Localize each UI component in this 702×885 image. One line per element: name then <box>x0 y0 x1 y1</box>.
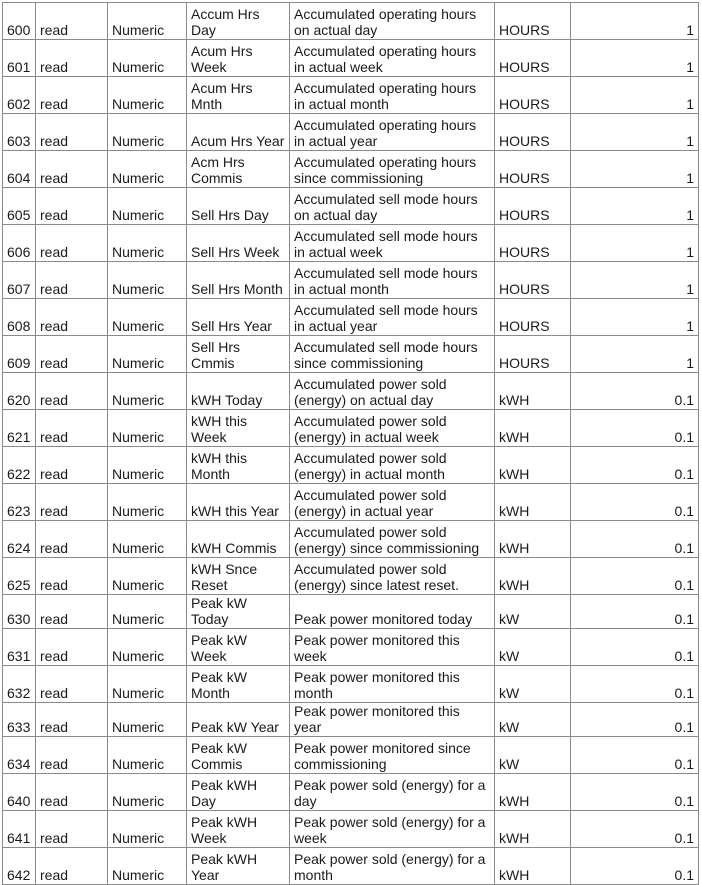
register-unit: HOURS <box>495 40 571 77</box>
register-type: Numeric <box>108 373 187 410</box>
register-description: Peak power monitored this week <box>290 629 495 666</box>
register-address: 632 <box>3 666 36 703</box>
table-row <box>3 262 699 299</box>
register-access: read <box>36 703 108 737</box>
register-unit: HOURS <box>495 3 571 40</box>
table-row <box>3 114 699 151</box>
register-access: read <box>36 373 108 410</box>
register-name: kWH this Week <box>187 410 290 447</box>
register-scale: 0.1 <box>571 373 699 410</box>
register-access: read <box>36 629 108 666</box>
register-scale: 1 <box>571 40 699 77</box>
table-row <box>3 188 699 225</box>
register-scale: 1 <box>571 262 699 299</box>
register-scale: 1 <box>571 3 699 40</box>
register-name: kWH this Month <box>187 447 290 484</box>
register-name: Peak kW Today <box>187 595 290 629</box>
register-description: Accumulated power sold (energy) on actual day <box>290 373 495 410</box>
table-row <box>3 484 699 521</box>
register-type: Numeric <box>108 40 187 77</box>
table-row <box>3 629 699 666</box>
register-unit: kWH <box>495 558 571 595</box>
register-address: 600 <box>3 3 36 40</box>
register-type: Numeric <box>108 558 187 595</box>
register-description: Accumulated sell mode hours since commissioning <box>290 336 495 373</box>
register-type: Numeric <box>108 666 187 703</box>
register-address: 601 <box>3 40 36 77</box>
register-name: Sell Hrs Cmmis <box>187 336 290 373</box>
register-name: kWH Today <box>187 373 290 410</box>
register-unit: HOURS <box>495 225 571 262</box>
table-row <box>3 774 699 811</box>
register-description: Accumulated sell mode hours on actual day <box>290 188 495 225</box>
register-description: Accumulated operating hours in actual week <box>290 40 495 77</box>
register-description: Accumulated operating hours on actual day <box>290 3 495 40</box>
register-scale: 0.1 <box>571 848 699 885</box>
register-access: read <box>36 77 108 114</box>
register-description: Peak power monitored today <box>290 595 495 629</box>
register-type: Numeric <box>108 151 187 188</box>
register-name: Sell Hrs Month <box>187 262 290 299</box>
register-type: Numeric <box>108 336 187 373</box>
register-name: Accum Hrs Day <box>187 3 290 40</box>
register-type: Numeric <box>108 299 187 336</box>
register-name: kWH Snce Reset <box>187 558 290 595</box>
register-access: read <box>36 811 108 848</box>
register-address: 642 <box>3 848 36 885</box>
register-scale: 0.1 <box>571 447 699 484</box>
table-row <box>3 410 699 447</box>
register-description: Accumulated sell mode hours in actual year <box>290 299 495 336</box>
register-type: Numeric <box>108 737 187 774</box>
register-address: 633 <box>3 703 36 737</box>
register-access: read <box>36 484 108 521</box>
register-address: 603 <box>3 114 36 151</box>
register-scale: 0.1 <box>571 774 699 811</box>
register-unit: HOURS <box>495 77 571 114</box>
register-unit: kW <box>495 595 571 629</box>
register-description: Accumulated power sold (energy) in actual month <box>290 447 495 484</box>
register-type: Numeric <box>108 774 187 811</box>
register-scale: 1 <box>571 77 699 114</box>
register-name: Peak kW Year <box>187 703 290 737</box>
register-unit: kW <box>495 629 571 666</box>
register-scale: 0.1 <box>571 703 699 737</box>
table-row <box>3 666 699 703</box>
register-access: read <box>36 299 108 336</box>
register-scale: 0.1 <box>571 629 699 666</box>
register-description: Peak power monitored this year <box>290 703 495 737</box>
register-address: 641 <box>3 811 36 848</box>
register-unit: kWH <box>495 447 571 484</box>
register-name: Acum Hrs Week <box>187 40 290 77</box>
register-unit: kWH <box>495 811 571 848</box>
register-access: read <box>36 188 108 225</box>
register-description: Accumulated power sold (energy) in actual year <box>290 484 495 521</box>
register-access: read <box>36 40 108 77</box>
table-row <box>3 703 699 737</box>
register-scale: 1 <box>571 151 699 188</box>
register-description: Peak power sold (energy) for a week <box>290 811 495 848</box>
register-access: read <box>36 595 108 629</box>
register-address: 605 <box>3 188 36 225</box>
register-scale: 0.1 <box>571 595 699 629</box>
table-row <box>3 299 699 336</box>
register-description: Accumulated power sold (energy) in actual week <box>290 410 495 447</box>
register-access: read <box>36 336 108 373</box>
register-type: Numeric <box>108 188 187 225</box>
table-row <box>3 558 699 595</box>
register-scale: 0.1 <box>571 410 699 447</box>
register-description: Accumulated operating hours in actual month <box>290 77 495 114</box>
register-unit: kW <box>495 703 571 737</box>
register-name: Sell Hrs Week <box>187 225 290 262</box>
register-scale: 1 <box>571 225 699 262</box>
register-type: Numeric <box>108 262 187 299</box>
register-name: Acm Hrs Commis <box>187 151 290 188</box>
register-access: read <box>36 114 108 151</box>
register-scale: 1 <box>571 114 699 151</box>
register-scale: 0.1 <box>571 558 699 595</box>
register-access: read <box>36 151 108 188</box>
register-address: 630 <box>3 595 36 629</box>
register-unit: kWH <box>495 373 571 410</box>
register-address: 623 <box>3 484 36 521</box>
table-row <box>3 595 699 629</box>
register-unit: kW <box>495 666 571 703</box>
table-row <box>3 77 699 114</box>
register-description: Accumulated sell mode hours in actual week <box>290 225 495 262</box>
register-access: read <box>36 848 108 885</box>
register-description: Accumulated operating hours since commissioning <box>290 151 495 188</box>
register-scale: 0.1 <box>571 521 699 558</box>
register-address: 631 <box>3 629 36 666</box>
register-description: Peak power sold (energy) for a day <box>290 774 495 811</box>
register-type: Numeric <box>108 447 187 484</box>
register-description: Peak power sold (energy) for a month <box>290 848 495 885</box>
register-type: Numeric <box>108 629 187 666</box>
register-unit: kWH <box>495 774 571 811</box>
table-row <box>3 336 699 373</box>
register-name: kWH Commis <box>187 521 290 558</box>
register-name: Sell Hrs Year <box>187 299 290 336</box>
table-row <box>3 3 699 40</box>
register-unit: HOURS <box>495 151 571 188</box>
register-type: Numeric <box>108 114 187 151</box>
register-address: 624 <box>3 521 36 558</box>
table-row <box>3 737 699 774</box>
register-type: Numeric <box>108 811 187 848</box>
register-access: read <box>36 225 108 262</box>
register-name: Peak kWH Day <box>187 774 290 811</box>
register-name: Acum Hrs Mnth <box>187 77 290 114</box>
register-unit: kWH <box>495 410 571 447</box>
register-address: 640 <box>3 774 36 811</box>
register-address: 620 <box>3 373 36 410</box>
register-unit: HOURS <box>495 336 571 373</box>
table-row <box>3 521 699 558</box>
register-name: kWH this Year <box>187 484 290 521</box>
register-type: Numeric <box>108 484 187 521</box>
register-unit: kWH <box>495 484 571 521</box>
register-scale: 1 <box>571 336 699 373</box>
register-table-body <box>3 3 699 885</box>
register-access: read <box>36 410 108 447</box>
register-name: Peak kWH Week <box>187 811 290 848</box>
table-row <box>3 447 699 484</box>
table-row <box>3 225 699 262</box>
register-type: Numeric <box>108 595 187 629</box>
register-address: 634 <box>3 737 36 774</box>
register-unit: HOURS <box>495 188 571 225</box>
table-row <box>3 40 699 77</box>
register-unit: HOURS <box>495 299 571 336</box>
register-description: Peak power monitored this month <box>290 666 495 703</box>
register-access: read <box>36 262 108 299</box>
register-unit: kWH <box>495 848 571 885</box>
register-type: Numeric <box>108 225 187 262</box>
register-name: Peak kWH Year <box>187 848 290 885</box>
register-address: 602 <box>3 77 36 114</box>
register-scale: 0.1 <box>571 666 699 703</box>
table-row <box>3 848 699 885</box>
register-address: 622 <box>3 447 36 484</box>
register-scale: 0.1 <box>571 737 699 774</box>
register-address: 621 <box>3 410 36 447</box>
register-address: 609 <box>3 336 36 373</box>
register-type: Numeric <box>108 521 187 558</box>
register-type: Numeric <box>108 3 187 40</box>
register-type: Numeric <box>108 410 187 447</box>
register-address: 607 <box>3 262 36 299</box>
register-address: 608 <box>3 299 36 336</box>
register-type: Numeric <box>108 703 187 737</box>
register-scale: 1 <box>571 299 699 336</box>
table-row <box>3 151 699 188</box>
register-description: Accumulated power sold (energy) since commissioning <box>290 521 495 558</box>
register-name: Peak kW Commis <box>187 737 290 774</box>
register-unit: HOURS <box>495 114 571 151</box>
register-access: read <box>36 447 108 484</box>
register-scale: 0.1 <box>571 811 699 848</box>
register-unit: HOURS <box>495 262 571 299</box>
register-name: Sell Hrs Day <box>187 188 290 225</box>
table-row <box>3 373 699 410</box>
register-access: read <box>36 521 108 558</box>
register-type: Numeric <box>108 848 187 885</box>
register-access: read <box>36 558 108 595</box>
register-address: 606 <box>3 225 36 262</box>
register-access: read <box>36 666 108 703</box>
register-description: Accumulated operating hours in actual year <box>290 114 495 151</box>
register-name: Acum Hrs Year <box>187 114 290 151</box>
register-access: read <box>36 3 108 40</box>
register-description: Accumulated power sold (energy) since latest reset. <box>290 558 495 595</box>
table-row <box>3 811 699 848</box>
register-access: read <box>36 737 108 774</box>
register-scale: 1 <box>571 188 699 225</box>
register-type: Numeric <box>108 77 187 114</box>
register-name: Peak kW Month <box>187 666 290 703</box>
register-address: 604 <box>3 151 36 188</box>
register-description: Peak power monitored since commissioning <box>290 737 495 774</box>
register-table <box>2 2 699 885</box>
register-unit: kW <box>495 737 571 774</box>
register-address: 625 <box>3 558 36 595</box>
register-description: Accumulated sell mode hours in actual month <box>290 262 495 299</box>
register-unit: kWH <box>495 521 571 558</box>
register-access: read <box>36 774 108 811</box>
register-scale: 0.1 <box>571 484 699 521</box>
register-name: Peak kW Week <box>187 629 290 666</box>
